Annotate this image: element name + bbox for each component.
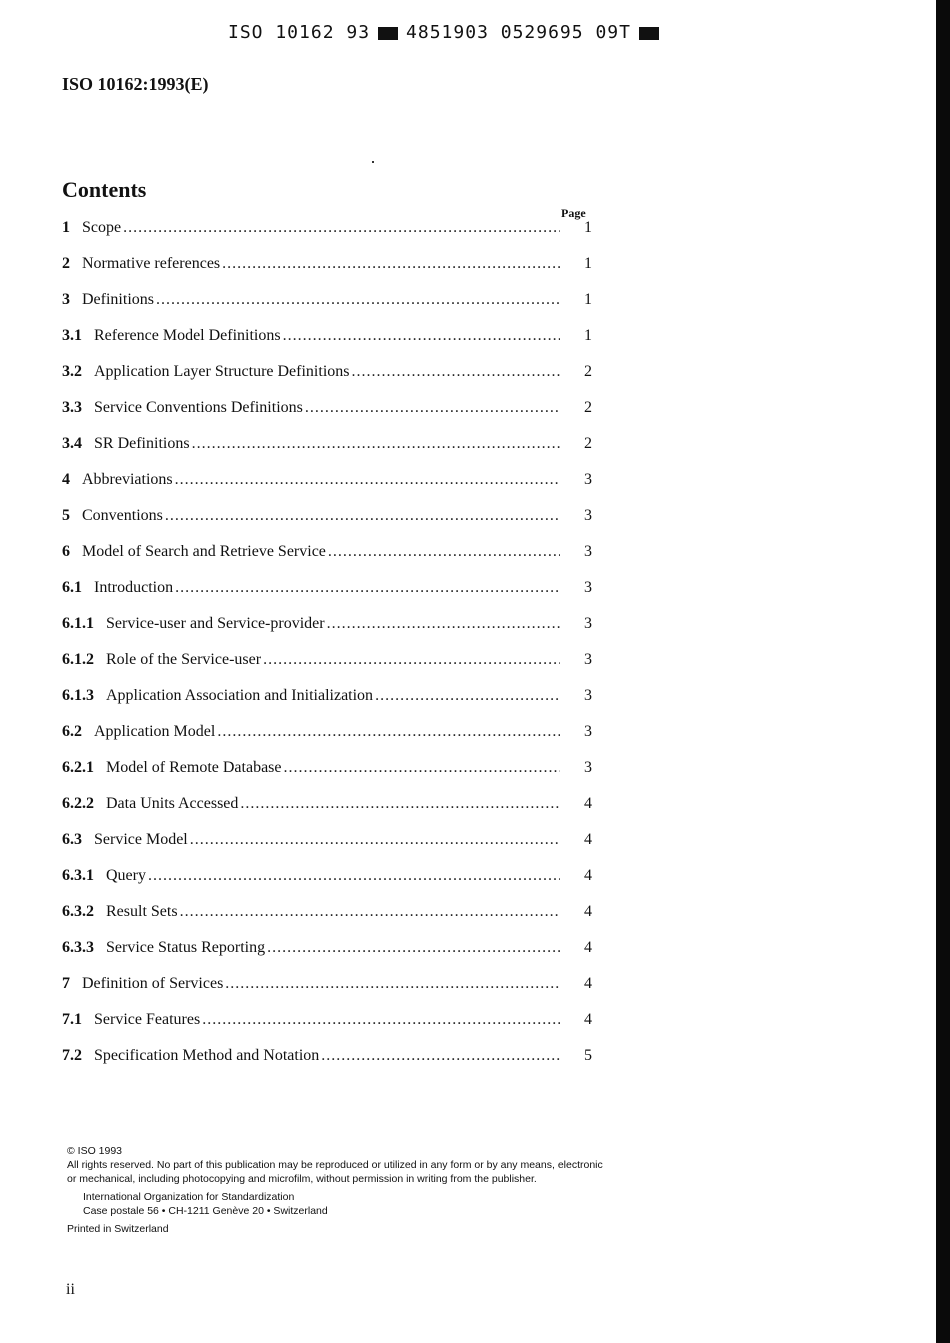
page-number: ii — [66, 1281, 75, 1298]
toc-leader-dots — [283, 327, 560, 345]
toc-entry-title: Definitions — [82, 291, 154, 308]
toc-entry-title: Service Model — [94, 831, 188, 848]
toc-entry-title: Model of Search and Retrieve Service — [82, 543, 326, 560]
toc-entry-title: Reference Model Definitions — [94, 327, 281, 344]
document-id: ISO 10162:1993(E) — [62, 74, 209, 94]
toc-entry-title: Conventions — [82, 507, 163, 524]
org-address: Case postale 56 • CH-1211 Genève 20 • Switzerland — [83, 1205, 328, 1217]
toc-entry — [62, 939, 592, 975]
toc-entry-page: 3 — [584, 579, 592, 596]
toc-entry — [62, 291, 592, 327]
table-of-contents — [62, 219, 592, 1083]
toc-entry-number: 3.3 — [62, 399, 82, 416]
scan-edge-border — [936, 0, 950, 1343]
toc-entry-page: 4 — [584, 903, 592, 920]
toc-leader-dots — [175, 471, 560, 489]
toc-entry-number: 3.1 — [62, 327, 82, 344]
toc-entry-number: 6.1 — [62, 579, 82, 596]
toc-entry — [62, 615, 592, 651]
toc-entry-page: 4 — [584, 831, 592, 848]
contents-title: Contents — [62, 177, 147, 202]
toc-entry — [62, 831, 592, 867]
toc-leader-dots — [123, 219, 560, 237]
rights-statement: All rights reserved. No part of this publication may be reproduced or utilized in any form or by any means, electronic or mechanical, including photocopying and microfilm, without permission in writing from the publisher. — [67, 1159, 603, 1185]
toc-entry-page: 3 — [584, 543, 592, 560]
toc-entry-page: 4 — [584, 867, 592, 884]
toc-entry-page: 1 — [584, 219, 592, 236]
toc-leader-dots — [240, 795, 560, 813]
header-code — [228, 22, 667, 43]
toc-entry-number: 6.3 — [62, 831, 82, 848]
toc-entry-page: 3 — [584, 687, 592, 704]
scan-speck — [372, 161, 374, 163]
toc-entry-page: 2 — [584, 363, 592, 380]
org-name: International Organization for Standardization — [83, 1191, 295, 1203]
toc-leader-dots — [328, 543, 560, 561]
toc-entry — [62, 255, 592, 291]
toc-entry-number: 6.3.1 — [62, 867, 94, 884]
toc-entry — [62, 399, 592, 435]
toc-leader-dots — [156, 291, 560, 309]
toc-entry — [62, 507, 592, 543]
toc-leader-dots — [175, 579, 560, 597]
toc-entry — [62, 975, 592, 1011]
toc-leader-dots — [327, 615, 560, 633]
toc-leader-dots — [202, 1011, 560, 1029]
toc-leader-dots — [225, 975, 560, 993]
toc-leader-dots — [267, 939, 560, 957]
toc-leader-dots — [190, 831, 560, 849]
toc-entry-title: Result Sets — [106, 903, 178, 920]
toc-entry-number: 6.1.3 — [62, 687, 94, 704]
toc-entry — [62, 435, 592, 471]
toc-entry — [62, 795, 592, 831]
toc-leader-dots — [217, 723, 560, 741]
toc-entry-page: 4 — [584, 975, 592, 992]
toc-entry-number: 3 — [62, 291, 70, 308]
toc-entry-title: Model of Remote Database — [106, 759, 282, 776]
toc-entry-title: Service Features — [94, 1011, 201, 1028]
toc-entry-number: 2 — [62, 255, 70, 272]
toc-leader-dots — [305, 399, 560, 417]
toc-entry-number: 6.3.2 — [62, 903, 94, 920]
toc-entry — [62, 327, 592, 363]
toc-entry-page: 2 — [584, 435, 592, 452]
header-code-part2: 4851903 0529695 09T — [406, 22, 631, 43]
toc-entry — [62, 1011, 592, 1047]
toc-entry — [62, 579, 592, 615]
toc-entry-title: Service Conventions Definitions — [94, 399, 303, 416]
toc-entry-number: 7.2 — [62, 1047, 82, 1064]
toc-leader-dots — [165, 507, 560, 525]
toc-entry — [62, 687, 592, 723]
toc-entry-title: Service-user and Service-provider — [106, 615, 325, 632]
toc-entry-title: Introduction — [94, 579, 174, 596]
toc-entry-page: 4 — [584, 1011, 592, 1028]
toc-entry-number: 7 — [62, 975, 70, 992]
toc-entry-number: 3.2 — [62, 363, 82, 380]
toc-entry — [62, 903, 592, 939]
toc-leader-dots — [263, 651, 560, 669]
toc-entry-title: Application Model — [94, 723, 216, 740]
toc-entry-page: 3 — [584, 723, 592, 740]
toc-entry-page: 4 — [584, 939, 592, 956]
toc-entry-number: 7.1 — [62, 1011, 82, 1028]
copyright-footer — [67, 1144, 607, 1236]
toc-entry — [62, 759, 592, 795]
page-column-label: Page — [561, 206, 586, 220]
toc-entry-number: 3.4 — [62, 435, 82, 452]
toc-entry-page: 3 — [584, 471, 592, 488]
toc-entry-title: Definition of Services — [82, 975, 224, 992]
toc-entry-page: 3 — [584, 507, 592, 524]
toc-entry — [62, 867, 592, 903]
toc-entry-page: 1 — [584, 291, 592, 308]
toc-leader-dots — [321, 1047, 560, 1065]
toc-entry-title: Data Units Accessed — [106, 795, 239, 812]
toc-entry — [62, 651, 592, 687]
toc-entry-title: Specification Method and Notation — [94, 1047, 320, 1064]
toc-leader-dots — [375, 687, 560, 705]
toc-entry — [62, 363, 592, 399]
toc-leader-dots — [192, 435, 560, 453]
toc-entry-number: 6.2.2 — [62, 795, 94, 812]
toc-entry-number: 6.2 — [62, 723, 82, 740]
toc-leader-dots — [222, 255, 560, 273]
toc-entry-number: 5 — [62, 507, 70, 524]
toc-entry-page: 3 — [584, 759, 592, 776]
toc-entry-page: 5 — [584, 1047, 592, 1064]
toc-entry — [62, 723, 592, 759]
toc-entry-title: Application Association and Initialization — [106, 687, 374, 704]
toc-entry-number: 6.1.1 — [62, 615, 94, 632]
toc-entry-title: Scope — [82, 219, 122, 236]
toc-entry-title: Role of the Service-user — [106, 651, 262, 668]
toc-entry — [62, 471, 592, 507]
toc-entry-title: Normative references — [82, 255, 221, 272]
toc-leader-dots — [351, 363, 560, 381]
toc-entry-title: Service Status Reporting — [106, 939, 266, 956]
toc-entry-page: 3 — [584, 615, 592, 632]
header-block-mark-end — [639, 27, 659, 40]
copyright-line: © ISO 1993 — [67, 1145, 123, 1157]
toc-entry-number: 6.1.2 — [62, 651, 94, 668]
toc-entry-page: 1 — [584, 327, 592, 344]
toc-entry-page: 3 — [584, 651, 592, 668]
toc-leader-dots — [284, 759, 561, 777]
toc-entry-page: 2 — [584, 399, 592, 416]
header-block-mark — [378, 27, 398, 40]
toc-entry — [62, 1047, 592, 1083]
toc-entry-number: 1 — [62, 219, 70, 236]
toc-entry-number: 6.3.3 — [62, 939, 94, 956]
toc-entry-number: 4 — [62, 471, 70, 488]
toc-entry-page: 1 — [584, 255, 592, 272]
header-code-part1: ISO 10162 93 — [228, 22, 371, 43]
toc-entry-page: 4 — [584, 795, 592, 812]
toc-entry — [62, 543, 592, 579]
toc-entry-title: Application Layer Structure Definitions — [94, 363, 350, 380]
printed-in: Printed in Switzerland — [67, 1223, 169, 1235]
toc-entry-title: Abbreviations — [82, 471, 173, 488]
toc-entry-number: 6.2.1 — [62, 759, 94, 776]
toc-leader-dots — [180, 903, 560, 921]
toc-leader-dots — [148, 867, 560, 885]
toc-entry-title: SR Definitions — [94, 435, 190, 452]
toc-entry — [62, 219, 592, 255]
toc-entry-title: Query — [106, 867, 146, 884]
toc-entry-number: 6 — [62, 543, 70, 560]
